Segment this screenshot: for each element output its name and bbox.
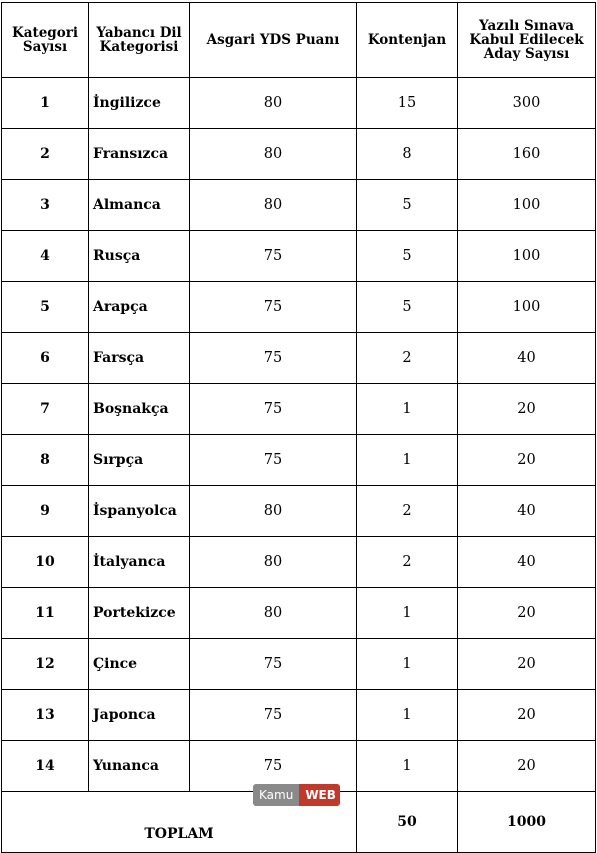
min-yds-cell: 80 (190, 78, 357, 129)
quota-cell: 5 (357, 282, 458, 333)
category-no-cell: 13 (2, 690, 89, 741)
category-no-cell: 8 (2, 435, 89, 486)
table-row (2, 333, 596, 384)
min-yds-cell: 75 (190, 384, 357, 435)
category-no-cell: 2 (2, 129, 89, 180)
language-cell: İspanyolca (89, 486, 190, 537)
accepted-cell: 300 (458, 78, 596, 129)
quota-cell: 2 (357, 333, 458, 384)
language-cell: Yunanca (89, 741, 190, 792)
quota-cell: 5 (357, 231, 458, 282)
min-yds-cell: 80 (190, 129, 357, 180)
watermark-part-kamu: Kamu (253, 784, 299, 806)
header-language: Yabancı Dil Kategorisi (89, 3, 190, 78)
language-cell: Farsça (89, 333, 190, 384)
quota-cell: 2 (357, 486, 458, 537)
min-yds-cell: 75 (190, 690, 357, 741)
header-min-yds: Asgari YDS Puanı (190, 3, 357, 78)
category-no-cell: 12 (2, 639, 89, 690)
language-cell: İtalyanca (89, 537, 190, 588)
quota-table (1, 2, 596, 853)
category-no-cell: 3 (2, 180, 89, 231)
language-cell: Fransızca (89, 129, 190, 180)
accepted-cell: 20 (458, 435, 596, 486)
accepted-cell: 20 (458, 588, 596, 639)
language-cell: Rusça (89, 231, 190, 282)
table-row (2, 690, 596, 741)
quota-cell: 1 (357, 741, 458, 792)
min-yds-cell: 75 (190, 435, 357, 486)
quota-cell: 1 (357, 435, 458, 486)
table-row (2, 537, 596, 588)
category-no-cell: 4 (2, 231, 89, 282)
category-no-cell: 6 (2, 333, 89, 384)
category-no-cell: 14 (2, 741, 89, 792)
quota-cell: 5 (357, 180, 458, 231)
min-yds-cell: 75 (190, 282, 357, 333)
min-yds-cell: 80 (190, 588, 357, 639)
table-body (2, 78, 596, 792)
accepted-cell: 100 (458, 231, 596, 282)
accepted-cell: 100 (458, 180, 596, 231)
language-cell: Japonca (89, 690, 190, 741)
min-yds-cell: 80 (190, 180, 357, 231)
min-yds-cell: 80 (190, 486, 357, 537)
category-no-cell: 11 (2, 588, 89, 639)
header-quota: Kontenjan (357, 3, 458, 78)
min-yds-cell: 75 (190, 231, 357, 282)
language-cell: Arapça (89, 282, 190, 333)
language-cell: Sırpça (89, 435, 190, 486)
total-label: TOPLAM (2, 792, 357, 853)
table-row (2, 435, 596, 486)
total-accepted: 1000 (458, 792, 596, 853)
table-row (2, 78, 596, 129)
language-cell: Portekizce (89, 588, 190, 639)
accepted-cell: 20 (458, 639, 596, 690)
accepted-cell: 40 (458, 537, 596, 588)
category-no-cell: 7 (2, 384, 89, 435)
accepted-cell: 20 (458, 690, 596, 741)
watermark-logo (253, 784, 340, 806)
header-category-no: Kategori Sayısı (2, 3, 89, 78)
accepted-cell: 20 (458, 741, 596, 792)
table-row (2, 180, 596, 231)
min-yds-cell: 75 (190, 639, 357, 690)
language-cell: Çince (89, 639, 190, 690)
table-row (2, 129, 596, 180)
category-no-cell: 10 (2, 537, 89, 588)
language-cell: Boşnakça (89, 384, 190, 435)
accepted-cell: 40 (458, 333, 596, 384)
min-yds-cell: 75 (190, 741, 357, 792)
quota-cell: 15 (357, 78, 458, 129)
language-cell: İngilizce (89, 78, 190, 129)
category-no-cell: 9 (2, 486, 89, 537)
category-no-cell: 5 (2, 282, 89, 333)
accepted-cell: 160 (458, 129, 596, 180)
table-row (2, 588, 596, 639)
accepted-cell: 40 (458, 486, 596, 537)
header-row (2, 3, 596, 78)
quota-cell: 1 (357, 639, 458, 690)
quota-cell: 1 (357, 384, 458, 435)
accepted-cell: 20 (458, 384, 596, 435)
header-accepted: Yazılı Sınava Kabul Edilecek Aday Sayısı (458, 3, 596, 78)
min-yds-cell: 75 (190, 333, 357, 384)
quota-cell: 2 (357, 537, 458, 588)
quota-cell: 1 (357, 690, 458, 741)
quota-cell: 8 (357, 129, 458, 180)
table-row (2, 282, 596, 333)
watermark-part-web: WEB (299, 784, 340, 806)
total-quota: 50 (357, 792, 458, 853)
accepted-cell: 100 (458, 282, 596, 333)
table-row (2, 486, 596, 537)
table-row (2, 639, 596, 690)
min-yds-cell: 80 (190, 537, 357, 588)
category-no-cell: 1 (2, 78, 89, 129)
table-row (2, 231, 596, 282)
table-row (2, 384, 596, 435)
quota-cell: 1 (357, 588, 458, 639)
language-cell: Almanca (89, 180, 190, 231)
